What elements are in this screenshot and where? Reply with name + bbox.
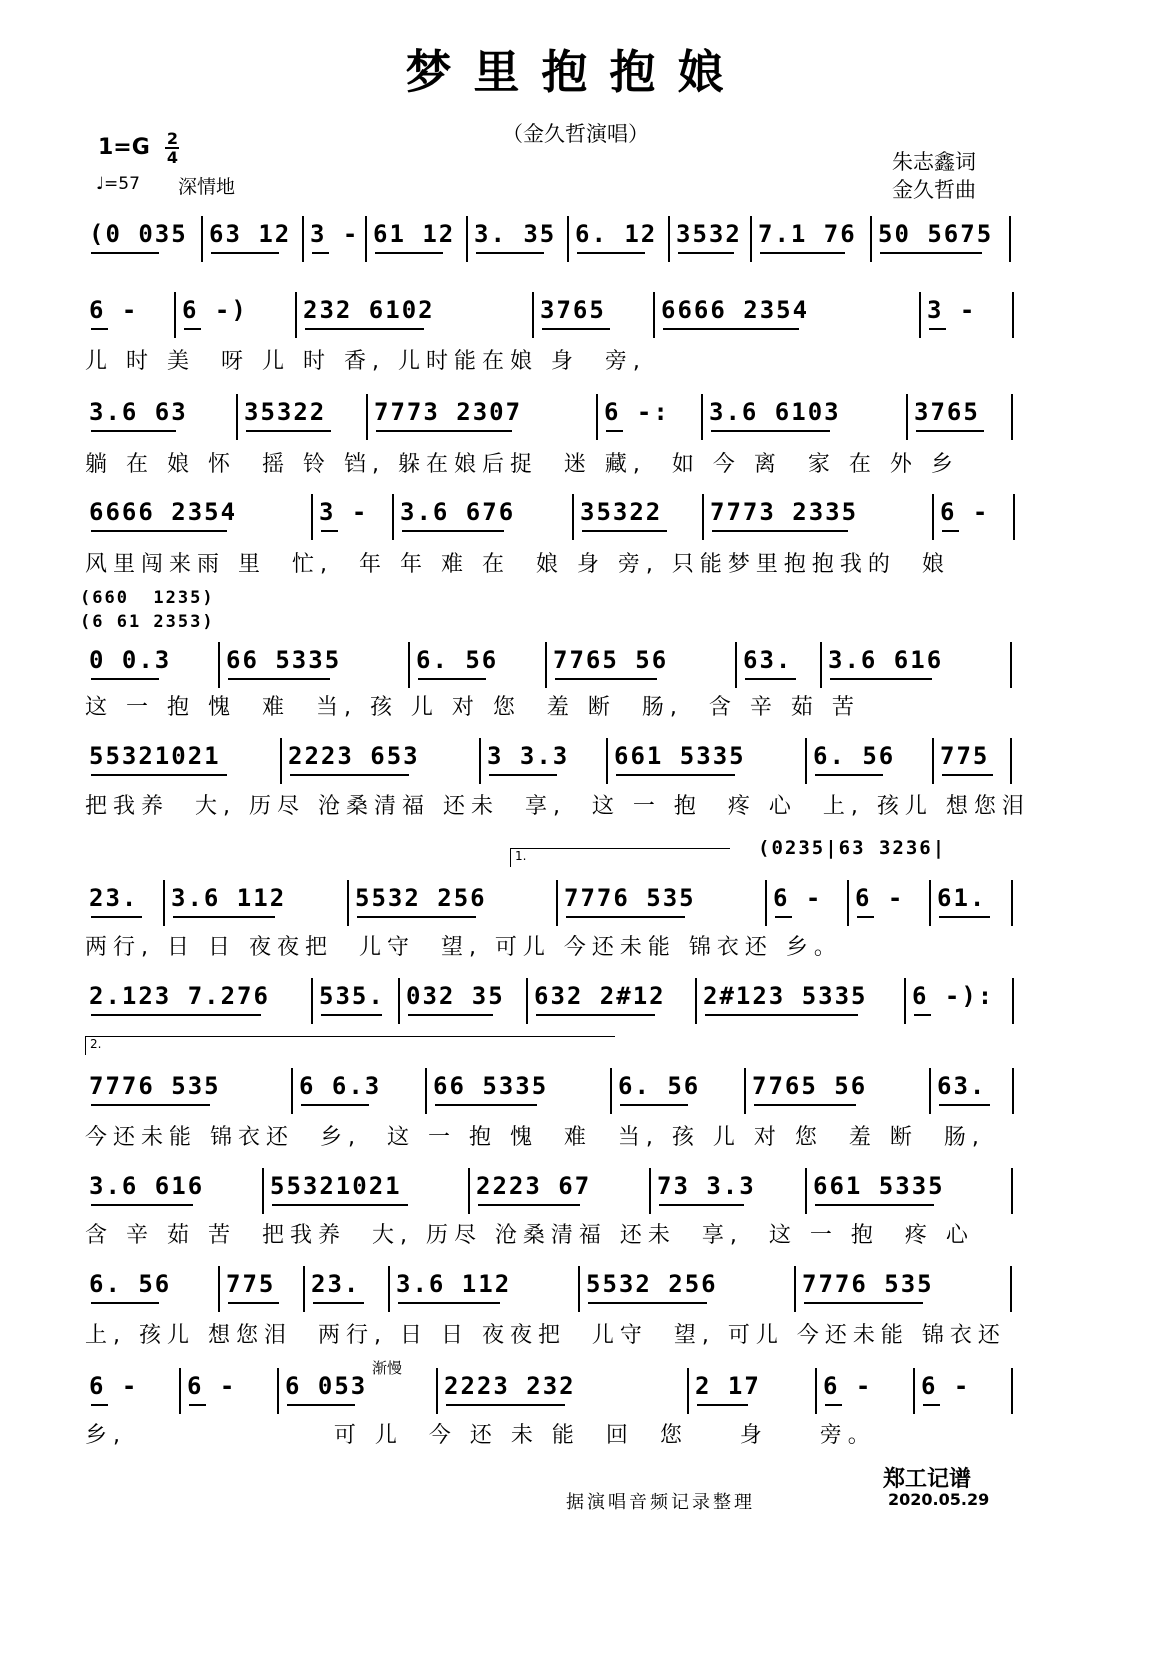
measure: 63. [937,1072,987,1100]
bar-line [815,1368,817,1414]
measure: 3532 [676,220,742,248]
beam-line [398,1302,500,1304]
lyric-line: 风里闯来雨 里 忙, 年 年 难 在 娘 身 旁, 只能梦里抱抱我的 娘 [85,552,950,577]
beam-line [321,530,338,532]
beam-line [290,774,409,776]
beam-line [697,1404,748,1406]
beam-line [211,252,279,254]
beam-line [91,530,227,532]
beam-line [228,678,330,680]
beam-line [804,1302,923,1304]
bar-line [567,216,569,262]
beam-line [606,430,623,432]
bar-line [668,216,670,262]
measure: 5532 256 [586,1270,718,1298]
measure: 6666 2354 [89,498,238,526]
bar-line [820,642,822,688]
bar-line [479,738,481,784]
measure: 6. 56 [618,1072,701,1100]
bar-line [805,738,807,784]
bar-line [1012,1068,1014,1114]
beam-line [745,678,796,680]
bar-line [765,880,767,926]
beam-line [312,252,329,254]
bar-line [932,738,934,784]
measure: 6 -: [604,398,670,426]
bar-line [750,216,752,262]
beam-line [446,1404,565,1406]
beam-line [880,252,982,254]
measure: 3 - [310,220,359,248]
beam-line [287,1404,355,1406]
beam-line [402,530,504,532]
bar-line [277,1368,279,1414]
bar-line [408,642,410,688]
transcriber-signature: 郑工记谱 [883,1467,972,1492]
beam-line [616,774,735,776]
beam-line [357,916,476,918]
bar-line [201,216,203,262]
bar-line [262,1168,264,1214]
bar-line [906,394,908,440]
insert-note-c: (0235|63 3236| [758,837,947,859]
measure: 7765 56 [752,1072,868,1100]
lyric-line: 乡, 可 儿 今 还 未 能 回 您 身 旁。 [85,1423,876,1448]
measure: 6 6.3 [299,1072,382,1100]
measure: 6 - [187,1372,237,1400]
measure: 2.123 7.276 [89,982,270,1010]
bar-line [744,1068,746,1114]
measure: 6 - [855,884,905,912]
beam-line [760,252,845,254]
beam-line [929,328,946,330]
measure: 232 6102 [303,296,435,324]
bar-line [695,978,697,1024]
measure: 661 5335 [813,1172,945,1200]
time-signature [165,130,179,166]
beam-line [272,1204,408,1206]
beam-line [91,1204,193,1206]
beam-line [91,1404,108,1406]
bar-line [425,1068,427,1114]
measure: 775 [226,1270,276,1298]
bar-line [1010,1266,1012,1312]
measure: 3.6 63 [89,398,188,426]
beam-line [678,252,734,254]
beam-line [91,430,176,432]
bar-line [735,642,737,688]
measure: 3.6 676 [400,498,516,526]
beam-line [754,1104,856,1106]
transcription-note: 据演唱音频记录整理 [566,1492,755,1513]
measure: 66 5335 [433,1072,549,1100]
transcription-date: 2020.05.29 [888,1490,990,1509]
expression-marking: 深情地 [178,176,236,198]
bar-line [596,394,598,440]
measure: 55321021 [270,1172,402,1200]
bar-line [702,494,704,540]
beam-line [663,328,799,330]
measure: 35322 [244,398,327,426]
bar-line [572,494,574,540]
lyric-line: 含 辛 茹 苦 把我养 大, 历尽 沧桑清福 还未 享, 这 一 抱 疼 心 [85,1223,974,1248]
measure: 3.6 112 [171,884,287,912]
beam-line [712,530,848,532]
performer-subtitle: （金久哲演唱） [502,122,649,146]
bar-line [610,1068,612,1114]
bar-line [526,978,528,1024]
bar-line [1011,394,1013,440]
beam-line [91,328,108,330]
composer-credit: 金久哲曲 [892,178,976,202]
measure: 7773 2335 [710,498,859,526]
measure: 3.6 112 [396,1270,512,1298]
bar-line [847,880,849,926]
bar-line [311,978,313,1024]
beam-line [91,774,227,776]
beam-line [189,1404,206,1406]
beam-line [939,1104,990,1106]
measure: 7776 535 [564,884,696,912]
measure: 3765 [914,398,980,426]
lyric-line: 这 一 抱 愧 难 当, 孩 儿 对 您 羞 断 肠, 含 辛 茹 苦 [85,695,860,720]
bar-line [466,216,468,262]
beam-line [705,1014,858,1016]
bar-line [179,1368,181,1414]
beam-line [435,1104,537,1106]
beam-line [620,1104,688,1106]
measure: 2223 232 [444,1372,576,1400]
bar-line [1010,642,1012,688]
measure: (0 035 [89,220,188,248]
bar-line [870,216,872,262]
beam-line [775,916,792,918]
measure: 032 35 [406,982,505,1010]
bar-line [436,1368,438,1414]
bar-line [649,1168,651,1214]
bar-line [1010,738,1012,784]
beam-line [942,774,993,776]
measure: 3.6 616 [89,1172,205,1200]
measure: 61 12 [373,220,456,248]
beam-line [376,430,512,432]
lyric-line: 躺 在 娘 怀 摇 铃 铛, 躲在娘后捉 迷 藏, 如 今 离 家 在 外 乡 [85,452,959,477]
bar-line [919,292,921,338]
bar-line [1009,216,1011,262]
measure: 7776 535 [89,1072,221,1100]
beam-line [857,916,874,918]
beam-line [408,1014,493,1016]
bar-line [236,394,238,440]
measure: 3 - [319,498,369,526]
measure: 23. [89,884,139,912]
insert-note-a: (660 1235) [80,588,215,608]
key-label: 1=G [98,135,150,160]
beam-line [305,328,424,330]
measure: 66 5335 [226,646,342,674]
measure: 7765 56 [553,646,669,674]
measure: 6 -) [182,296,248,324]
ritardando-mark: 渐慢 [372,1359,403,1377]
measure: 6. 56 [416,646,499,674]
bar-line [303,1266,305,1312]
bar-line [805,1168,807,1214]
measure: 6 -): [912,982,995,1010]
beam-line [815,774,883,776]
measure: 661 5335 [614,742,746,770]
beam-line [313,1302,364,1304]
bar-line [687,1368,689,1414]
volta-1: 1. [510,848,730,867]
bar-line [932,494,934,540]
measure: 0 0.3 [89,646,172,674]
bar-line [311,494,313,540]
bar-line [1013,494,1015,540]
measure: 2223 67 [476,1172,592,1200]
volta-2: 2. [85,1036,615,1055]
measure: 2223 653 [288,742,420,770]
measure: 3. 35 [474,220,557,248]
measure: 6 - [940,498,990,526]
beam-line [942,530,959,532]
key-signature [98,130,179,166]
beam-line [939,916,990,918]
bar-line [532,292,534,338]
bar-line [280,738,282,784]
beam-line [582,530,667,532]
measure: 7.1 76 [758,220,857,248]
bar-line [392,494,394,540]
beam-line [91,916,142,918]
beam-line [830,678,932,680]
bar-line [929,1068,931,1114]
beam-line [246,430,331,432]
measure: 50 5675 [878,220,994,248]
measure: 35322 [580,498,663,526]
bar-line [174,292,176,338]
bar-line [606,738,608,784]
beam-line [321,1014,382,1016]
bar-line [701,394,703,440]
measure: 7773 2307 [374,398,523,426]
beam-line [489,774,557,776]
bar-line [1012,292,1014,338]
bar-line [163,880,165,926]
beam-line [478,1204,580,1206]
measure: 6 - [89,1372,139,1400]
insert-note-b: (6 61 2353) [80,612,215,632]
measure: 61. [937,884,987,912]
beam-line [476,252,544,254]
song-title: 梦里抱抱娘 [405,45,746,99]
measure: 3.6 616 [828,646,944,674]
beam-line [825,1404,842,1406]
beam-line [536,1014,655,1016]
beam-line [91,1104,210,1106]
bar-line [578,1266,580,1312]
measure: 63. [743,646,793,674]
bar-line [556,880,558,926]
time-signature-bottom: 4 [166,148,179,167]
beam-line [711,430,830,432]
bar-line [1011,880,1013,926]
beam-line [588,1302,707,1304]
lyric-line: 把我养 大, 历尽 沧桑清福 还未 享, 这 一 抱 疼 心 上, 孩儿 想您泪 [85,794,1030,819]
bar-line [365,216,367,262]
measure: 3 3.3 [487,742,570,770]
lyric-line: 上, 孩儿 想您泪 两行, 日 日 夜夜把 儿守 望, 可儿 今还未能 锦衣还 [85,1323,1006,1348]
beam-line [301,1104,369,1106]
beam-line [923,1404,940,1406]
bar-line [218,1266,220,1312]
measure: 6 - [823,1372,873,1400]
bar-line [913,1368,915,1414]
measure: 6. 12 [575,220,658,248]
beam-line [542,328,610,330]
lyric-line: 两行, 日 日 夜夜把 儿守 望, 可儿 今还未能 锦衣还 乡。 [85,935,842,960]
beam-line [555,678,657,680]
bar-line [1012,978,1014,1024]
measure: 6 - [773,884,823,912]
measure: 6 - [921,1372,971,1400]
beam-line [184,328,201,330]
measure: 775 [940,742,990,770]
bar-line [398,978,400,1024]
beam-line [228,1302,279,1304]
measure: 73 3.3 [657,1172,756,1200]
beam-line [91,1014,261,1016]
bar-line [347,880,349,926]
measure: 6666 2354 [661,296,810,324]
measure: 3765 [540,296,606,324]
time-signature-top: 2 [166,129,179,148]
measure: 6. 56 [89,1270,172,1298]
bar-line [904,978,906,1024]
beam-line [916,430,984,432]
beam-line [914,1014,931,1016]
lyric-line: 儿 时 美 呀 儿 时 香, 儿时能在娘 身 旁, [85,349,646,374]
beam-line [91,678,159,680]
measure: 55321021 [89,742,221,770]
measure: 6. 56 [813,742,896,770]
bar-line [1011,1168,1013,1214]
measure: 6 053 [285,1372,368,1400]
bar-line [468,1168,470,1214]
bar-line [388,1266,390,1312]
bar-line [302,216,304,262]
lyricist-credit: 朱志鑫词 [892,150,976,174]
measure: 632 2#12 [534,982,666,1010]
beam-line [375,252,443,254]
bar-line [653,292,655,338]
beam-line [418,678,486,680]
measure: 63 12 [209,220,292,248]
beam-line [91,1302,159,1304]
bar-line [291,1068,293,1114]
measure: 23. [311,1270,361,1298]
beam-line [173,916,275,918]
measure: 7776 535 [802,1270,934,1298]
tempo-marking: ♩=57 [96,174,140,194]
measure: 535. [319,982,385,1010]
measure: 2 17 [695,1372,761,1400]
beam-line [91,252,159,254]
lyric-line: 今还未能 锦衣还 乡, 这 一 抱 愧 难 当, 孩 儿 对 您 羞 断 肠, [85,1125,985,1150]
beam-line [566,916,685,918]
bar-line [1011,1368,1013,1414]
measure: 3 - [927,296,977,324]
bar-line [218,642,220,688]
beam-line [815,1204,934,1206]
measure: 2#123 5335 [703,982,868,1010]
bar-line [366,394,368,440]
bar-line [545,642,547,688]
measure: 6 - [89,296,139,324]
beam-line [659,1204,744,1206]
bar-line [794,1266,796,1312]
measure: 5532 256 [355,884,487,912]
measure: 3.6 6103 [709,398,841,426]
bar-line [929,880,931,926]
beam-line [577,252,645,254]
bar-line [295,292,297,338]
